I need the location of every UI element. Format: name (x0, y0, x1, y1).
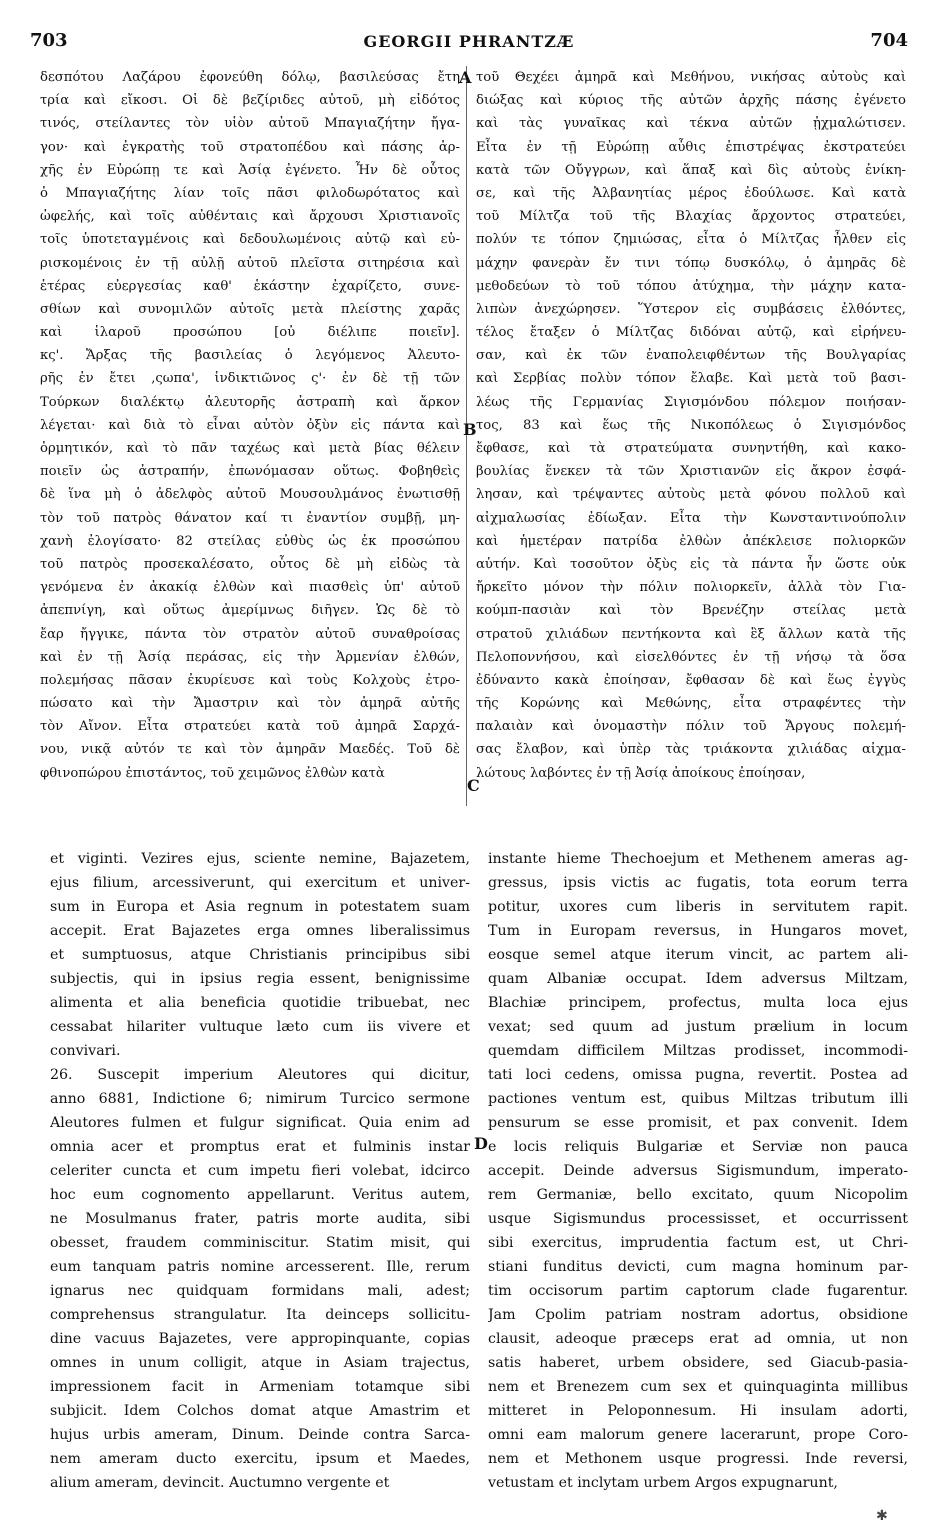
greek-line: λέγεται· καὶ διὰ τὸ εἶναι αὐτὸν ὀξὺν εἰς πάντα καὶ (40, 417, 460, 433)
greek-line: καὶ Σερβίας πολὺν τόπον ἔλαβε. Καὶ μετὰ τοῦ βασι- (476, 371, 906, 387)
latin-line: subjectis, qui in ipsius regia essent, benignissime (50, 971, 470, 987)
greek-line: Τούρκων διαλέκτῳ ἀλευτορῆς ἀστραπὴ καὶ ἄρκον (40, 394, 460, 410)
latin-line: pactiones ventum est, quibus Miltzas tributum illi (488, 1091, 908, 1107)
latin-line: gressus, ipsis victis ac fugatis, tota eorum terra (488, 875, 908, 891)
latin-line: Blachiæ principem, profectus, multa loca ejus (488, 995, 908, 1011)
page-number-right: 704 (870, 30, 908, 51)
greek-line: σας ἔλαβον, καὶ ὑπὲρ τὰς τριάκοντα χιλιάδας αἰχμα- (476, 742, 906, 758)
greek-line: Εἶτα ἐν τῇ Εὐρώπῃ αὖθις ἐπιστρέψας ἐκστρατεύει (476, 139, 906, 155)
latin-line: instante hieme Thechoejum et Methenem ameras ag- (488, 851, 908, 867)
latin-line: comprehensus strangulatur. Ita deinceps sollicitu- (50, 1307, 470, 1323)
greek-line: φθινοπώρου ἐπιστάντος, τοῦ χειμῶνος ἐλθὼν κατὰ (40, 765, 385, 781)
latin-line: nem et Brenezem cum sex et quinquaginta millibus (488, 1379, 908, 1395)
latin-line: mitteret in Peloponnesum. Hi insulam adorti, (488, 1403, 908, 1419)
latin-line: ne Mosulmanus frater, patris morte audita, sibi (50, 1211, 470, 1227)
greek-line: καὶ τὰς γυναῖκας καὶ τέκνα αὐτῶν ᾐχμαλώτισεν. (476, 116, 906, 132)
greek-line: σε, καὶ τῆς Ἀλβανητίας μέρος ἐδούλωσε. Καὶ κατὰ (476, 185, 906, 201)
latin-line: impressionem facit in Armeniam totamque sibi (50, 1379, 470, 1395)
latin-line: hoc eum cognomento appellarunt. Veritus autem, (50, 1187, 470, 1203)
greek-line: βουλίας ἕνεκεν τὰ τῶν Χριστιανῶν εἰς ἄκρον ἐσφά- (476, 464, 906, 480)
greek-line: σθίων καὶ συνομιλῶν αὐτοῖς μετὰ πλείστης χαρᾶς (40, 301, 460, 317)
greek-line: αἰχμαλωσίας ἐδίωξαν. Εἶτα τὴν Κωνσταντινούπολιν (476, 510, 906, 526)
latin-line: sum in Europa et Asia regnum in potestatem suam (50, 899, 470, 915)
latin-column-right (488, 847, 908, 1495)
greek-line: πολεμήσας πᾶσαν ἐκυρίευσε καὶ τοὺς Κολχοὺς ἐτρο- (40, 672, 460, 688)
latin-line: hujus urbis ameram, Dinum. Deinde contra Sarca- (50, 1427, 470, 1443)
greek-line: ποιεῖν ὡς ἀστραπήν, ἐπωνόμασαν οὕτως. Φοβηθεὶς (40, 464, 460, 480)
greek-line: τοῦ Μίλτζα τοῦ τῆς Βλαχίας ἄρχοντος στρατεύει, (476, 209, 906, 225)
greek-line: λώτους λαβόντες ἐν τῇ Ἀσίᾳ ἀποίκους ἐποίησαν, (476, 765, 806, 781)
greek-line: κς'. Ἄρξας τῆς βασιλείας ὁ λεγόμενος Ἀλευτο- (40, 348, 460, 364)
latin-line: e locis reliquis Bulgariæ et Serviæ non pauca (488, 1139, 908, 1155)
greek-line: ἐδύναντο κακὰ ἐποίησαν, ἔφθασαν δὲ καὶ ἕως ἐγγὺς (476, 672, 906, 688)
latin-line: alimenta et alia beneficia quotidie tribuebat, nec (50, 995, 470, 1011)
latin-line: Aleutores fulmen et fulgur significat. Quia enim ad (50, 1115, 470, 1131)
greek-column-left (40, 66, 460, 785)
latin-line: omni eam malorum genere lacerarunt, prope Coro- (488, 1427, 908, 1443)
greek-line: διώξας καὶ κύριος τῆς αὐτῶν ἀρχῆς πάσης ἐγένετο (476, 93, 906, 109)
greek-line: λέως τῆς Γερμανίας Σιγισμόνδου πόλεμον ποιήσαν- (476, 394, 906, 410)
greek-line: δὲ ἵνα μὴ ὁ ἀδελφὸς αὐτοῦ Μουσουλμάνος ἐνωτισθῇ (40, 487, 460, 503)
latin-line: quam Albaniæ occupat. Idem adversus Miltzam, (488, 971, 908, 987)
greek-line: κούμπ-πασιὰν καὶ τὸν Βρενέζην στείλας μετὰ (476, 603, 906, 619)
greek-line: μεθοδεύων τὸ τοῦ τόπου ἀτύχημα, τὴν μάχην κατα- (476, 278, 906, 294)
greek-line: κατὰ τῶν Οὔγγρων, καὶ ἅπαξ καὶ δὶς αὐτοὺς ἐνίκη- (476, 162, 906, 178)
margin-letter-a: A (459, 68, 472, 87)
latin-line: 26. Suscepit imperium Aleutores qui dicitur, (50, 1067, 470, 1083)
greek-line: ρισκομένοις ἐν τῇ αὐλῇ αὐτοῦ πλεῖστα σιτηρέσια καὶ (40, 255, 460, 271)
latin-line: omnia acer et promptus erat et fulminis instar (50, 1139, 470, 1155)
latin-line: eosque semel atque iterum vincit, ac partem ali- (488, 947, 908, 963)
page-number-left: 703 (30, 30, 68, 51)
greek-line: αὐτήν. Καὶ τοσοῦτον ὀξὺς εἰς τὰ πάντα ἦν ὥστε οὐκ (476, 556, 906, 572)
greek-line: τος, 83 καὶ ἕως τῆς Νικοπόλεως ὁ Σιγισμόνδος (476, 417, 906, 433)
latin-line: clausit, adeoque præceps erat ad omnia, ut non (488, 1331, 908, 1347)
latin-line: usque Sigismundus processisset, et occurrissent (488, 1211, 908, 1227)
greek-line: νου, νικᾷ αὐτόν τε καὶ τὸν ἀμηρᾶν Μαεδές. Τοῦ δὲ (40, 742, 460, 758)
latin-line: alium ameram, devincit. Auctumno vergente et (50, 1475, 390, 1491)
corner-mark: ✱ (876, 1508, 888, 1524)
latin-line: sibi exercitus, imprudentia factum est, ut Chri- (488, 1235, 908, 1251)
greek-line: πώσατο καὶ τὴν Ἄμαστριν καὶ τὸν ἀμηρᾶ αὐτῆς (40, 696, 460, 712)
greek-line: τὸν τοῦ πατρὸς θάνατον καί τι ἐναντίον συμβῇ, μη- (40, 510, 460, 526)
latin-line: accepit. Deinde adversus Sigismundum, imperato- (488, 1163, 908, 1179)
greek-line: γον· καὶ ἐγκρατὴς τοῦ στρατοπέδου καὶ πάσης ἀρ- (40, 139, 460, 155)
greek-line: ἀπεπνίγη, καὶ οὕτως ἀμερίμνως διῆγεν. Ὡς δὲ τὸ (40, 603, 460, 619)
greek-line: παλαιὰν καὶ ὀνομαστὴν πόλιν τοῦ Ἄργους πολεμή- (476, 719, 906, 735)
latin-line: omnes in unum colligit, atque in Asiam trajectus, (50, 1355, 470, 1371)
running-title: GEORGII PHRANTZÆ (363, 32, 575, 51)
greek-line: ἑτέρας εὐεργεσίας καθ' ἑκάστην ἐχαρίζετο, συνε- (40, 278, 460, 294)
greek-line: μάχην φανερὰν ἔν τινι τόπῳ δυσκόλῳ, ὁ ἀμηρᾶς δὲ (476, 255, 906, 271)
greek-line: τινός, στείλαντες τὸν υἱὸν αὐτοῦ Μπαγιαζήτην ἤγα- (40, 116, 460, 132)
latin-line: nem ameram ducto exercitu, ipsum et Maedes, (50, 1451, 470, 1467)
margin-letter-d: D (474, 1134, 488, 1153)
latin-line: satis haberet, urbem obsidere, sed Giacub-pasia- (488, 1355, 908, 1371)
greek-line: χανὴ ἐλογίσατο· 82 στείλας εὐθὺς ὡς ἐκ προσώπου (40, 533, 460, 549)
greek-line: καὶ ἐν τῇ Ἀσίᾳ περάσας, εἰς τὴν Ἀρμενίαν ἐλθών, (40, 649, 460, 665)
latin-line: obesset, fraudem comminiscitur. Statim misit, qui (50, 1235, 470, 1251)
greek-line: ἤρκεῖτο μόνον τὴν πόλιν πολιορκεῖν, ἀλλὰ τὸν Για- (476, 580, 906, 596)
greek-line: ἔφθασε, καὶ τὰ στρατεύματα συνηντήθη, καὶ κακο- (476, 441, 906, 456)
latin-line: eum tanquam patris nomine arcesserent. Ille, rerum (50, 1259, 470, 1275)
greek-line: ρῆς ἐν ἔτει ,ςωπα', ἰνδικτιῶνος ς'· ἐν δὲ τῇ τῶν (40, 371, 460, 387)
greek-line: καὶ ἱλαροῦ προσώπου [οὐ διέλιπε ποιεῖν]. (40, 325, 460, 341)
latin-line: pensurum se esse promisit, et pax convenit. Idem (488, 1115, 908, 1131)
latin-line: subjicit. Idem Colchos domat atque Amastrim et (50, 1403, 470, 1419)
latin-line: celeriter cuncta et cum impetu fieri volebat, idcirco (50, 1163, 470, 1179)
greek-line: ἔαρ ἤγγικε, πάντα τὸν στρατὸν αὐτοῦ συναθροίσας (40, 626, 460, 642)
latin-line: et viginti. Vezires ejus, sciente nemine, Bajazetem, (50, 851, 470, 867)
margin-letter-b: B (463, 420, 477, 439)
latin-line: cessabat hilariter vultuque læto cum iis vivere et (50, 1019, 470, 1035)
latin-line: et sumptuosus, atque Christianis principibus sibi (50, 947, 470, 963)
greek-line: ὁρμητικόν, καὶ τὸ πᾶν ταχέως καὶ μετὰ βίας θέλειν (40, 441, 460, 456)
latin-line: nem et Methonem usque progressi. Inde reversi, (488, 1451, 908, 1467)
latin-line: quemdam difficilem Miltzas prodisset, incommodi- (488, 1043, 908, 1059)
latin-line: tim occisorum partim captorum clade fugarentur. (488, 1283, 908, 1299)
greek-line: γενόμενα ἐν ἀκακίᾳ ἐλθὼν καὶ πιασθεὶς ὑπ' αὐτοῦ (40, 580, 460, 596)
latin-line: dine vacuus Bajazetes, vere appropinquante, copias (50, 1331, 470, 1347)
latin-line: vetustam et inclytam urbem Argos expugnarunt, (488, 1475, 838, 1491)
latin-line: Jam Cpolim patriam nostram adortus, obsidione (488, 1307, 908, 1323)
latin-line: accepit. Erat Bajazetes erga omnes liberalissimus (50, 923, 470, 939)
page-header (30, 30, 908, 56)
greek-line: τέλος ἔταξεν ὁ Μίλτζας διδόναι αὐτῷ, καὶ εἰρήνευ- (476, 325, 906, 341)
latin-line: anno 6881, Indictione 6; nimirum Turcico sermone (50, 1091, 470, 1107)
latin-line: ignarus nec quidquam formidans mali, adest; (50, 1283, 470, 1299)
greek-line: δεσπότου Λαζάρου ἐφονεύθη δόλῳ, βασιλεύσας ἔτη (40, 70, 460, 85)
greek-line: καὶ ἡμετέραν πατρίδα ἐλθὼν ἀπέκλεισε πολιορκῶν (476, 533, 906, 549)
latin-line: stiani funditus devicti, cum magna hominum par- (488, 1259, 908, 1275)
greek-line: τοῦ πατρὸς προσεκαλέσατο, οὗτος δὲ μὴ εἰδὼς τὰ (40, 556, 460, 572)
greek-line: ὁ Μπαγιαζήτης λίαν τοῖς πᾶσι φιλοδωρότατος καὶ (40, 185, 460, 201)
greek-line: χῆς ἐν Εὐρώπῃ τε καὶ Ἀσίᾳ ἐγένετο. Ἦν δὲ οὗτος (40, 162, 460, 178)
greek-line: τοῦ Θεχέει ἀμηρᾶ καὶ Μεθήνου, νικήσας αὐτοὺς καὶ (476, 70, 906, 85)
greek-line: τρία καὶ εἴκοσι. Οἱ δὲ βεζίριδες αὐτοῦ, μὴ εἰδότος (40, 93, 460, 109)
greek-line: στρατοῦ χιλιάδων πεντήκοντα καὶ ἓξ ἄλλων κατὰ τῆς (476, 626, 906, 642)
greek-line: πολύν τε τόπον ζημιώσας, εἶτα ὁ Μίλτζας ἦλθεν εἰς (476, 232, 906, 248)
latin-line: vexat; sed quum ad justum prælium in locum (488, 1019, 908, 1035)
greek-line: τῆς Κορώνης καὶ Μεθώνης, εἶτα στραφέντες τὴν (476, 696, 906, 712)
greek-line: ὠφελής, καὶ τοῖς αὐθένταις καὶ ἄρχουσι Χριστιανοῖς (40, 209, 460, 225)
greek-line: τοῖς ὑποτεταγμένοις καὶ δεδουλωμένοις αὐτῷ καὶ εὑ- (40, 232, 460, 248)
greek-column-right (476, 66, 906, 785)
greek-line: λιπὼν ἀνεχώρησεν. Ὕστερον εἰς συμβάσεις ἐλθόντες, (476, 301, 906, 317)
greek-line: τὸν Αἴνον. Εἶτα στρατεύει κατὰ τοῦ ἀμηρᾶ Σαρχά- (40, 719, 460, 735)
latin-line: tati loci cedens, omissa pugna, revertit. Postea ad (488, 1067, 908, 1083)
latin-line: Tum in Europam reversus, in Hungaros movet, (488, 923, 908, 939)
latin-line: potitur, uxores cum liberis in servitutem rapit. (488, 899, 908, 915)
latin-line: rem Germaniæ, bello excitato, quum Nicopolim (488, 1187, 908, 1203)
greek-line: σαν, καὶ ἐκ τῶν ἐναπολειφθέντων τῆς Βουλγαρίας (476, 348, 906, 364)
greek-line: λησαν, καὶ τρέψαντες αὐτοὺς μετὰ φόνου πολλοῦ καὶ (476, 487, 906, 503)
latin-line: ejus filium, arcessiverunt, qui exercitum et univer- (50, 875, 470, 891)
latin-line: convivari. (50, 1043, 121, 1059)
latin-column-left (50, 847, 470, 1495)
margin-letter-c: C (467, 776, 480, 795)
greek-line: Πελοποννήσου, καὶ εἰσελθόντες ἐν τῇ νήσῳ τὰ ὅσα (476, 649, 906, 665)
